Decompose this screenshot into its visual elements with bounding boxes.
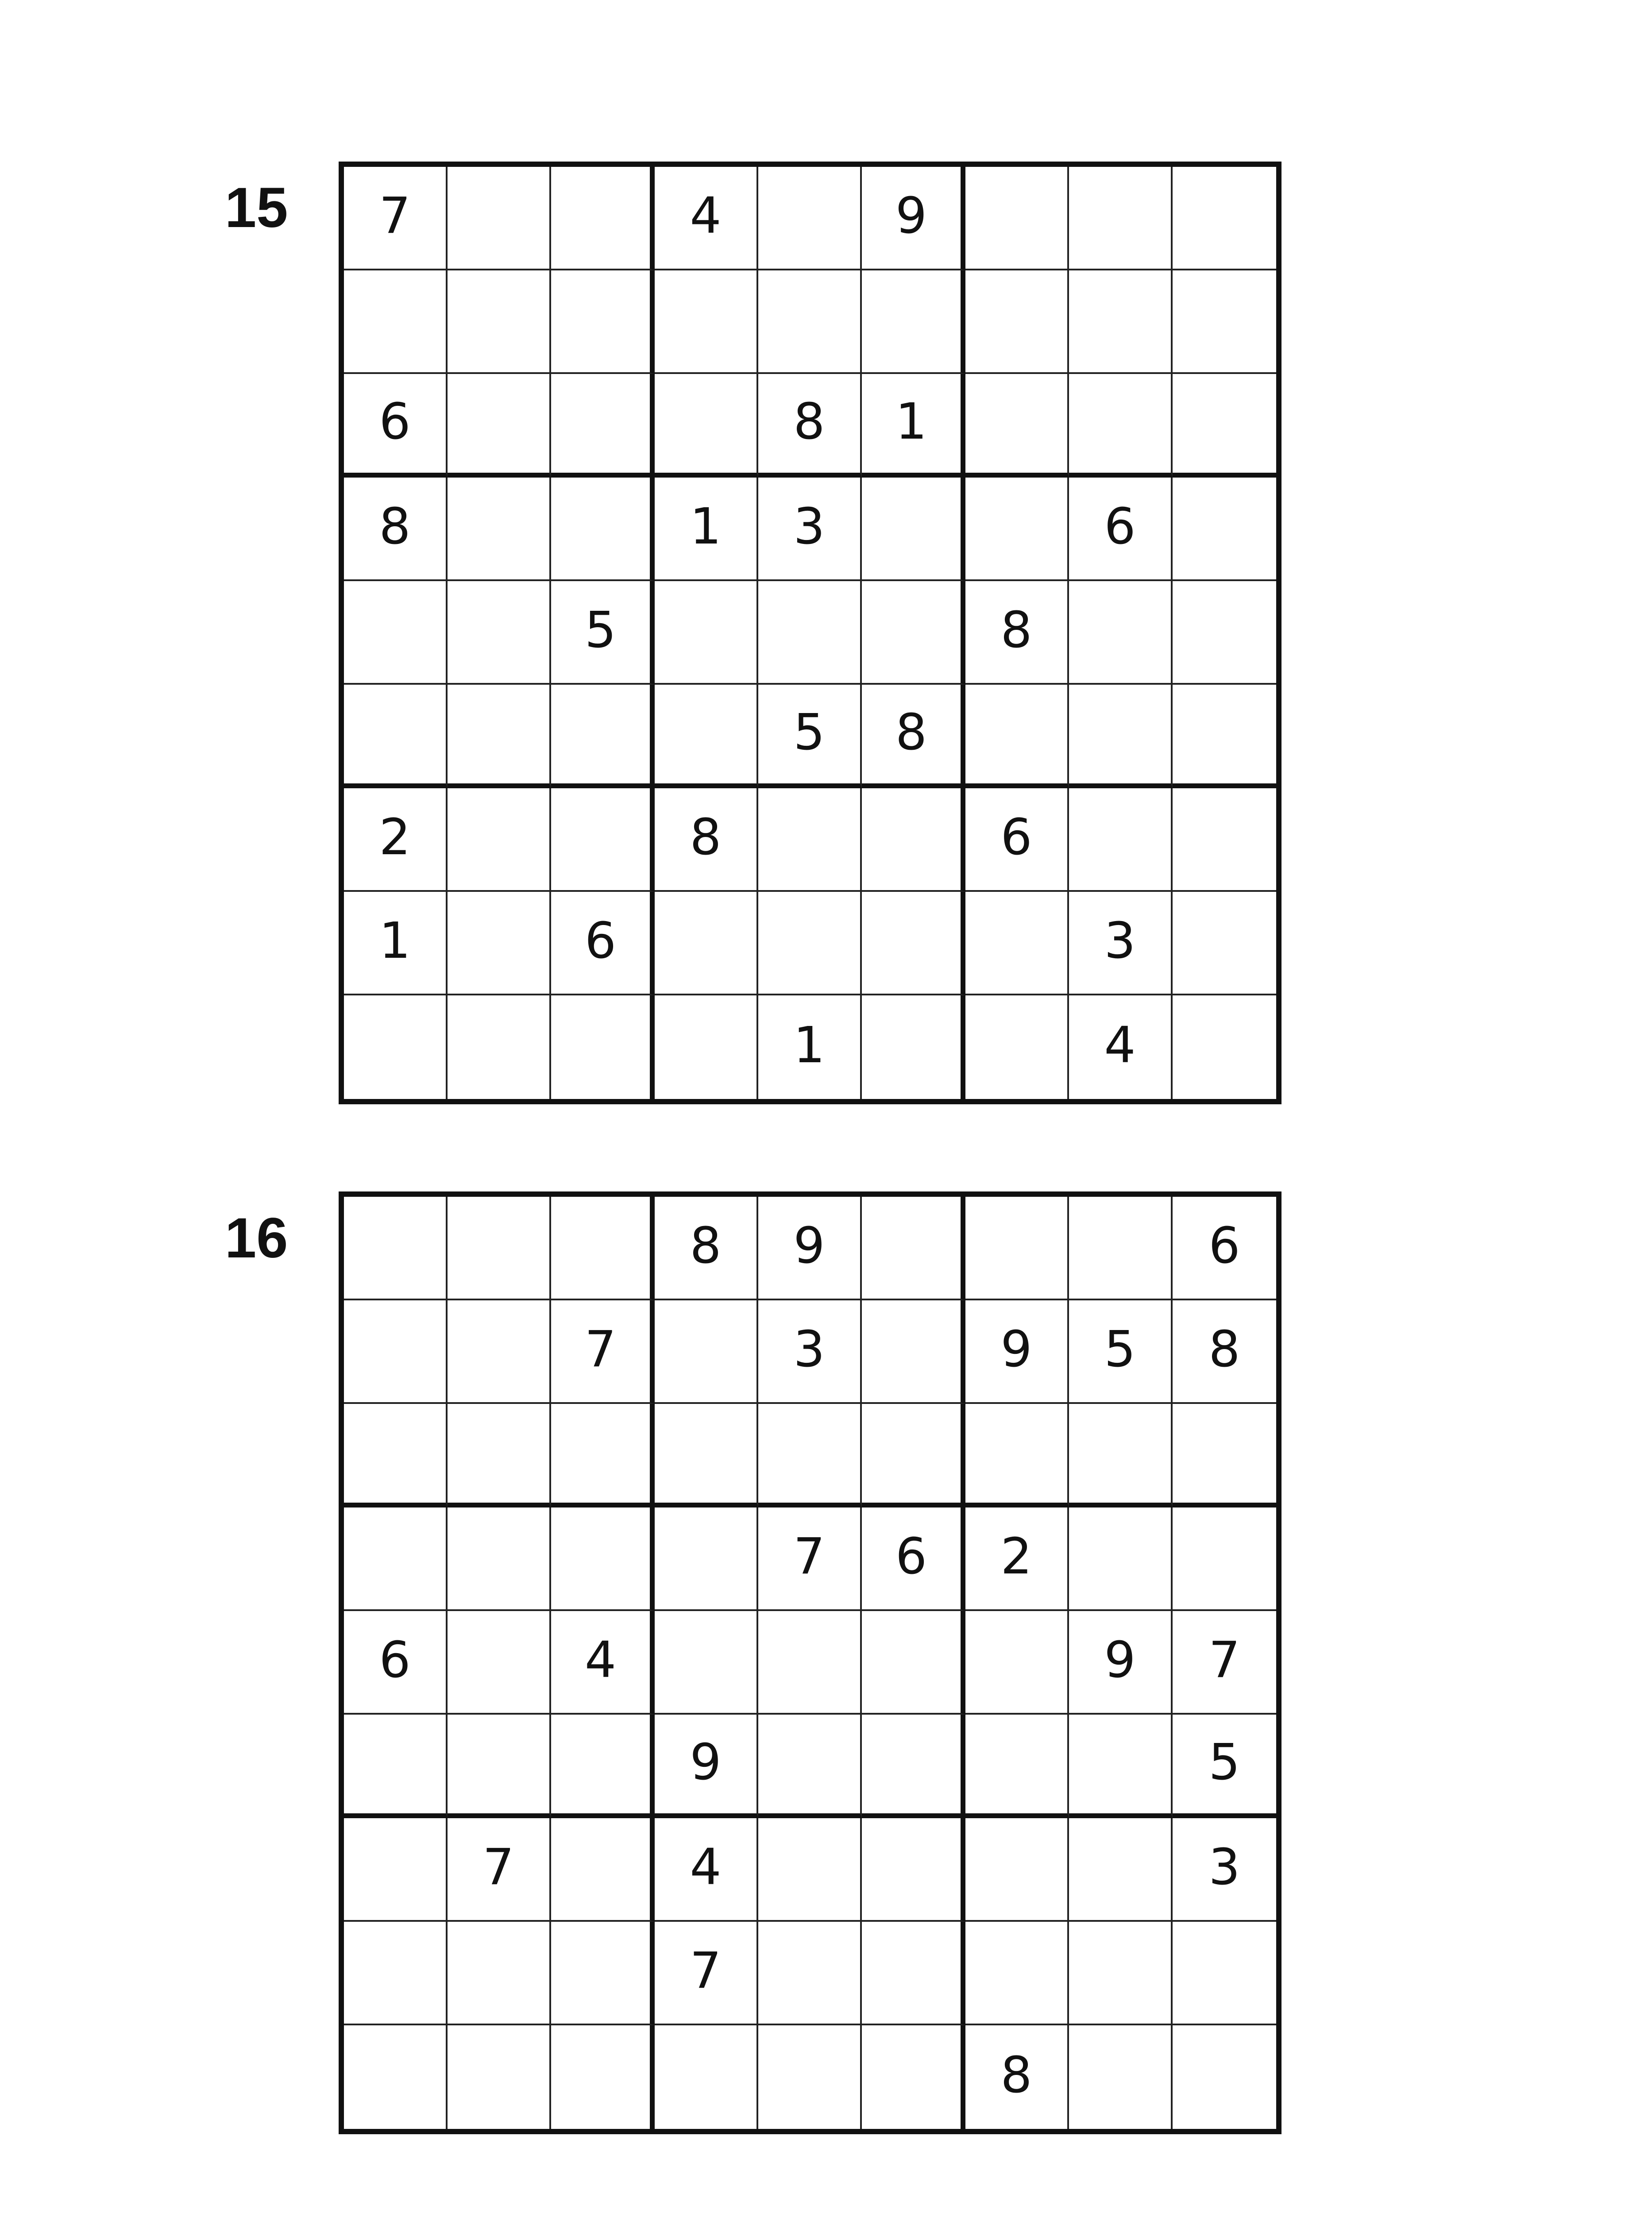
sudoku-cell[interactable]: 3 bbox=[758, 1300, 862, 1404]
sudoku-cell[interactable] bbox=[965, 1197, 1069, 1300]
sudoku-cell[interactable]: 8 bbox=[965, 2025, 1069, 2129]
sudoku-cell[interactable]: 7 bbox=[758, 1507, 862, 1611]
sudoku-cell[interactable]: 8 bbox=[655, 788, 758, 892]
sudoku-cell[interactable] bbox=[1069, 788, 1173, 892]
sudoku-cell[interactable]: 6 bbox=[965, 788, 1069, 892]
sudoku-cell[interactable] bbox=[758, 270, 862, 374]
sudoku-cell[interactable] bbox=[551, 1404, 655, 1507]
sudoku-cell[interactable] bbox=[1069, 1404, 1173, 1507]
sudoku-cell[interactable] bbox=[551, 1818, 655, 1922]
sudoku-cell[interactable]: 6 bbox=[551, 892, 655, 995]
sudoku-cell[interactable]: 5 bbox=[758, 685, 862, 788]
sudoku-cell[interactable] bbox=[1173, 685, 1276, 788]
sudoku-cell[interactable] bbox=[758, 788, 862, 892]
sudoku-cell[interactable] bbox=[862, 892, 965, 995]
sudoku-cell[interactable] bbox=[862, 788, 965, 892]
sudoku-cell[interactable]: 2 bbox=[965, 1507, 1069, 1611]
sudoku-cell[interactable] bbox=[1173, 167, 1276, 270]
sudoku-cell[interactable] bbox=[1069, 374, 1173, 478]
sudoku-cell[interactable] bbox=[448, 892, 551, 995]
sudoku-cell[interactable] bbox=[1173, 892, 1276, 995]
sudoku-cell[interactable] bbox=[758, 1715, 862, 1818]
sudoku-cell[interactable]: 7 bbox=[655, 1922, 758, 2025]
sudoku-cell[interactable]: 4 bbox=[655, 1818, 758, 1922]
sudoku-cell[interactable] bbox=[1069, 1197, 1173, 1300]
sudoku-cell[interactable] bbox=[344, 1300, 448, 1404]
sudoku-cell[interactable] bbox=[448, 270, 551, 374]
sudoku-cell[interactable]: 5 bbox=[1173, 1715, 1276, 1818]
sudoku-cell[interactable] bbox=[344, 995, 448, 1099]
puzzle-number-15: 15 bbox=[225, 176, 288, 239]
sudoku-cell[interactable]: 8 bbox=[655, 1197, 758, 1300]
sudoku-cell[interactable] bbox=[551, 1922, 655, 2025]
sudoku-cell[interactable] bbox=[758, 1922, 862, 2025]
sudoku-cell[interactable] bbox=[344, 1197, 448, 1300]
sudoku-cell[interactable] bbox=[862, 270, 965, 374]
sudoku-cell[interactable] bbox=[655, 270, 758, 374]
sudoku-cell[interactable] bbox=[862, 1300, 965, 1404]
sudoku-cell[interactable] bbox=[758, 2025, 862, 2129]
sudoku-cell[interactable] bbox=[551, 685, 655, 788]
sudoku-cell[interactable]: 8 bbox=[344, 478, 448, 581]
sudoku-cell[interactable] bbox=[448, 788, 551, 892]
sudoku-cell[interactable] bbox=[862, 1611, 965, 1715]
sudoku-cell[interactable] bbox=[862, 478, 965, 581]
sudoku-cell[interactable]: 1 bbox=[758, 995, 862, 1099]
sudoku-cell[interactable] bbox=[551, 478, 655, 581]
sudoku-cell[interactable]: 6 bbox=[862, 1507, 965, 1611]
sudoku-cell[interactable] bbox=[655, 581, 758, 685]
sudoku-cell[interactable]: 1 bbox=[655, 478, 758, 581]
sudoku-cell[interactable] bbox=[965, 167, 1069, 270]
sudoku-cell[interactable] bbox=[1173, 995, 1276, 1099]
sudoku-cell[interactable]: 7 bbox=[344, 167, 448, 270]
sudoku-cell[interactable]: 3 bbox=[1069, 892, 1173, 995]
sudoku-cell[interactable] bbox=[1069, 270, 1173, 374]
sudoku-cell[interactable] bbox=[448, 685, 551, 788]
sudoku-cell[interactable] bbox=[758, 1818, 862, 1922]
sudoku-cell[interactable] bbox=[655, 1300, 758, 1404]
sudoku-cell[interactable] bbox=[758, 167, 862, 270]
sudoku-cell[interactable] bbox=[655, 374, 758, 478]
sudoku-cell[interactable] bbox=[344, 2025, 448, 2129]
sudoku-cell[interactable] bbox=[758, 892, 862, 995]
sudoku-cell[interactable]: 8 bbox=[758, 374, 862, 478]
sudoku-cell[interactable] bbox=[344, 1818, 448, 1922]
sudoku-cell[interactable]: 5 bbox=[551, 581, 655, 685]
sudoku-cell[interactable] bbox=[862, 1404, 965, 1507]
sudoku-cell[interactable] bbox=[655, 892, 758, 995]
sudoku-cell[interactable] bbox=[1069, 685, 1173, 788]
sudoku-cell[interactable]: 9 bbox=[965, 1300, 1069, 1404]
sudoku-cell[interactable] bbox=[344, 1404, 448, 1507]
sudoku-cell[interactable] bbox=[862, 581, 965, 685]
sudoku-cell[interactable] bbox=[1173, 1507, 1276, 1611]
sudoku-cell[interactable]: 4 bbox=[1069, 995, 1173, 1099]
sudoku-cell[interactable]: 8 bbox=[862, 685, 965, 788]
sudoku-cell[interactable]: 3 bbox=[1173, 1818, 1276, 1922]
sudoku-cell[interactable]: 6 bbox=[344, 1611, 448, 1715]
sudoku-cell[interactable] bbox=[1173, 1404, 1276, 1507]
sudoku-cell[interactable] bbox=[1069, 581, 1173, 685]
sudoku-cell[interactable]: 9 bbox=[758, 1197, 862, 1300]
sudoku-cell[interactable] bbox=[862, 995, 965, 1099]
sudoku-cell[interactable] bbox=[448, 1922, 551, 2025]
sudoku-cell[interactable] bbox=[344, 1715, 448, 1818]
sudoku-cell[interactable] bbox=[344, 270, 448, 374]
sudoku-cell[interactable] bbox=[551, 374, 655, 478]
sudoku-cell[interactable] bbox=[344, 1507, 448, 1611]
sudoku-cell[interactable] bbox=[965, 1611, 1069, 1715]
sudoku-cell[interactable] bbox=[862, 2025, 965, 2129]
sudoku-cell[interactable]: 9 bbox=[862, 167, 965, 270]
sudoku-cell[interactable]: 3 bbox=[758, 478, 862, 581]
sudoku-cell[interactable] bbox=[655, 2025, 758, 2129]
sudoku-cell[interactable] bbox=[1173, 270, 1276, 374]
sudoku-cell[interactable] bbox=[551, 995, 655, 1099]
sudoku-cell[interactable] bbox=[1069, 167, 1173, 270]
sudoku-cell[interactable] bbox=[965, 270, 1069, 374]
sudoku-cell[interactable] bbox=[1173, 788, 1276, 892]
sudoku-cell[interactable]: 1 bbox=[862, 374, 965, 478]
sudoku-cell[interactable] bbox=[965, 1404, 1069, 1507]
sudoku-cell[interactable] bbox=[655, 685, 758, 788]
sudoku-cell[interactable] bbox=[1173, 581, 1276, 685]
sudoku-cell[interactable] bbox=[448, 1404, 551, 1507]
puzzle-number-16: 16 bbox=[225, 1207, 288, 1270]
sudoku-cell[interactable]: 8 bbox=[965, 581, 1069, 685]
sudoku-cell[interactable] bbox=[344, 581, 448, 685]
sudoku-cell[interactable] bbox=[551, 2025, 655, 2129]
sudoku-cell[interactable] bbox=[448, 581, 551, 685]
sudoku-cell[interactable] bbox=[551, 1715, 655, 1818]
sudoku-cell[interactable] bbox=[965, 1818, 1069, 1922]
sudoku-cell[interactable]: 4 bbox=[551, 1611, 655, 1715]
sudoku-cell[interactable] bbox=[448, 1507, 551, 1611]
sudoku-cell[interactable]: 1 bbox=[344, 892, 448, 995]
sudoku-cell[interactable] bbox=[655, 1611, 758, 1715]
sudoku-cell[interactable] bbox=[965, 1715, 1069, 1818]
sudoku-cell[interactable] bbox=[1173, 374, 1276, 478]
sudoku-cell[interactable] bbox=[758, 1611, 862, 1715]
sudoku-grid-15 bbox=[339, 162, 1281, 1104]
sudoku-cell[interactable]: 6 bbox=[1173, 1197, 1276, 1300]
sudoku-cell[interactable] bbox=[448, 478, 551, 581]
sudoku-cell[interactable] bbox=[1069, 1818, 1173, 1922]
sudoku-cell[interactable] bbox=[551, 167, 655, 270]
sudoku-cell[interactable] bbox=[551, 1507, 655, 1611]
sudoku-cell[interactable]: 5 bbox=[1069, 1300, 1173, 1404]
sudoku-cell[interactable] bbox=[862, 1197, 965, 1300]
sudoku-cell[interactable]: 9 bbox=[655, 1715, 758, 1818]
sudoku-cell[interactable] bbox=[965, 478, 1069, 581]
sudoku-cell[interactable] bbox=[965, 892, 1069, 995]
sudoku-cell[interactable] bbox=[965, 995, 1069, 1099]
sudoku-cell[interactable]: 9 bbox=[1069, 1611, 1173, 1715]
sudoku-cell[interactable]: 2 bbox=[344, 788, 448, 892]
sudoku-cell[interactable] bbox=[862, 1715, 965, 1818]
sudoku-cell[interactable] bbox=[1069, 1507, 1173, 1611]
sudoku-cell[interactable] bbox=[1173, 1922, 1276, 2025]
sudoku-cell[interactable] bbox=[448, 995, 551, 1099]
sudoku-cell[interactable] bbox=[551, 1197, 655, 1300]
sudoku-cell[interactable]: 7 bbox=[551, 1300, 655, 1404]
sudoku-cell[interactable] bbox=[965, 685, 1069, 788]
sudoku-cell[interactable]: 8 bbox=[1173, 1300, 1276, 1404]
sudoku-cell[interactable] bbox=[655, 995, 758, 1099]
sudoku-cell[interactable] bbox=[965, 1922, 1069, 2025]
sudoku-cell[interactable]: 4 bbox=[655, 167, 758, 270]
sudoku-cell[interactable] bbox=[1069, 1715, 1173, 1818]
sudoku-cell[interactable] bbox=[448, 1611, 551, 1715]
sudoku-cell[interactable] bbox=[344, 685, 448, 788]
sudoku-cell[interactable] bbox=[448, 167, 551, 270]
sudoku-cell[interactable] bbox=[448, 374, 551, 478]
sudoku-cell[interactable] bbox=[1069, 2025, 1173, 2129]
sudoku-cell[interactable] bbox=[448, 1715, 551, 1818]
sudoku-cell[interactable] bbox=[1173, 2025, 1276, 2129]
sudoku-cell[interactable] bbox=[448, 1300, 551, 1404]
sudoku-cell[interactable]: 7 bbox=[448, 1818, 551, 1922]
sudoku-grid-16 bbox=[339, 1191, 1281, 2134]
sudoku-cell[interactable] bbox=[448, 1197, 551, 1300]
sudoku-cell[interactable] bbox=[448, 2025, 551, 2129]
sudoku-cell[interactable] bbox=[551, 788, 655, 892]
sudoku-cell[interactable] bbox=[862, 1922, 965, 2025]
sudoku-cell[interactable] bbox=[551, 270, 655, 374]
sudoku-cell[interactable] bbox=[655, 1507, 758, 1611]
sudoku-cell[interactable] bbox=[965, 374, 1069, 478]
sudoku-cell[interactable] bbox=[758, 1404, 862, 1507]
sudoku-cell[interactable] bbox=[655, 1404, 758, 1507]
sudoku-cell[interactable]: 6 bbox=[1069, 478, 1173, 581]
sudoku-cell[interactable] bbox=[862, 1818, 965, 1922]
sudoku-cell[interactable] bbox=[1069, 1922, 1173, 2025]
sudoku-cell[interactable]: 7 bbox=[1173, 1611, 1276, 1715]
sudoku-cell[interactable]: 6 bbox=[344, 374, 448, 478]
sudoku-cell[interactable] bbox=[1173, 478, 1276, 581]
sudoku-cell[interactable] bbox=[344, 1922, 448, 2025]
sudoku-cell[interactable] bbox=[758, 581, 862, 685]
